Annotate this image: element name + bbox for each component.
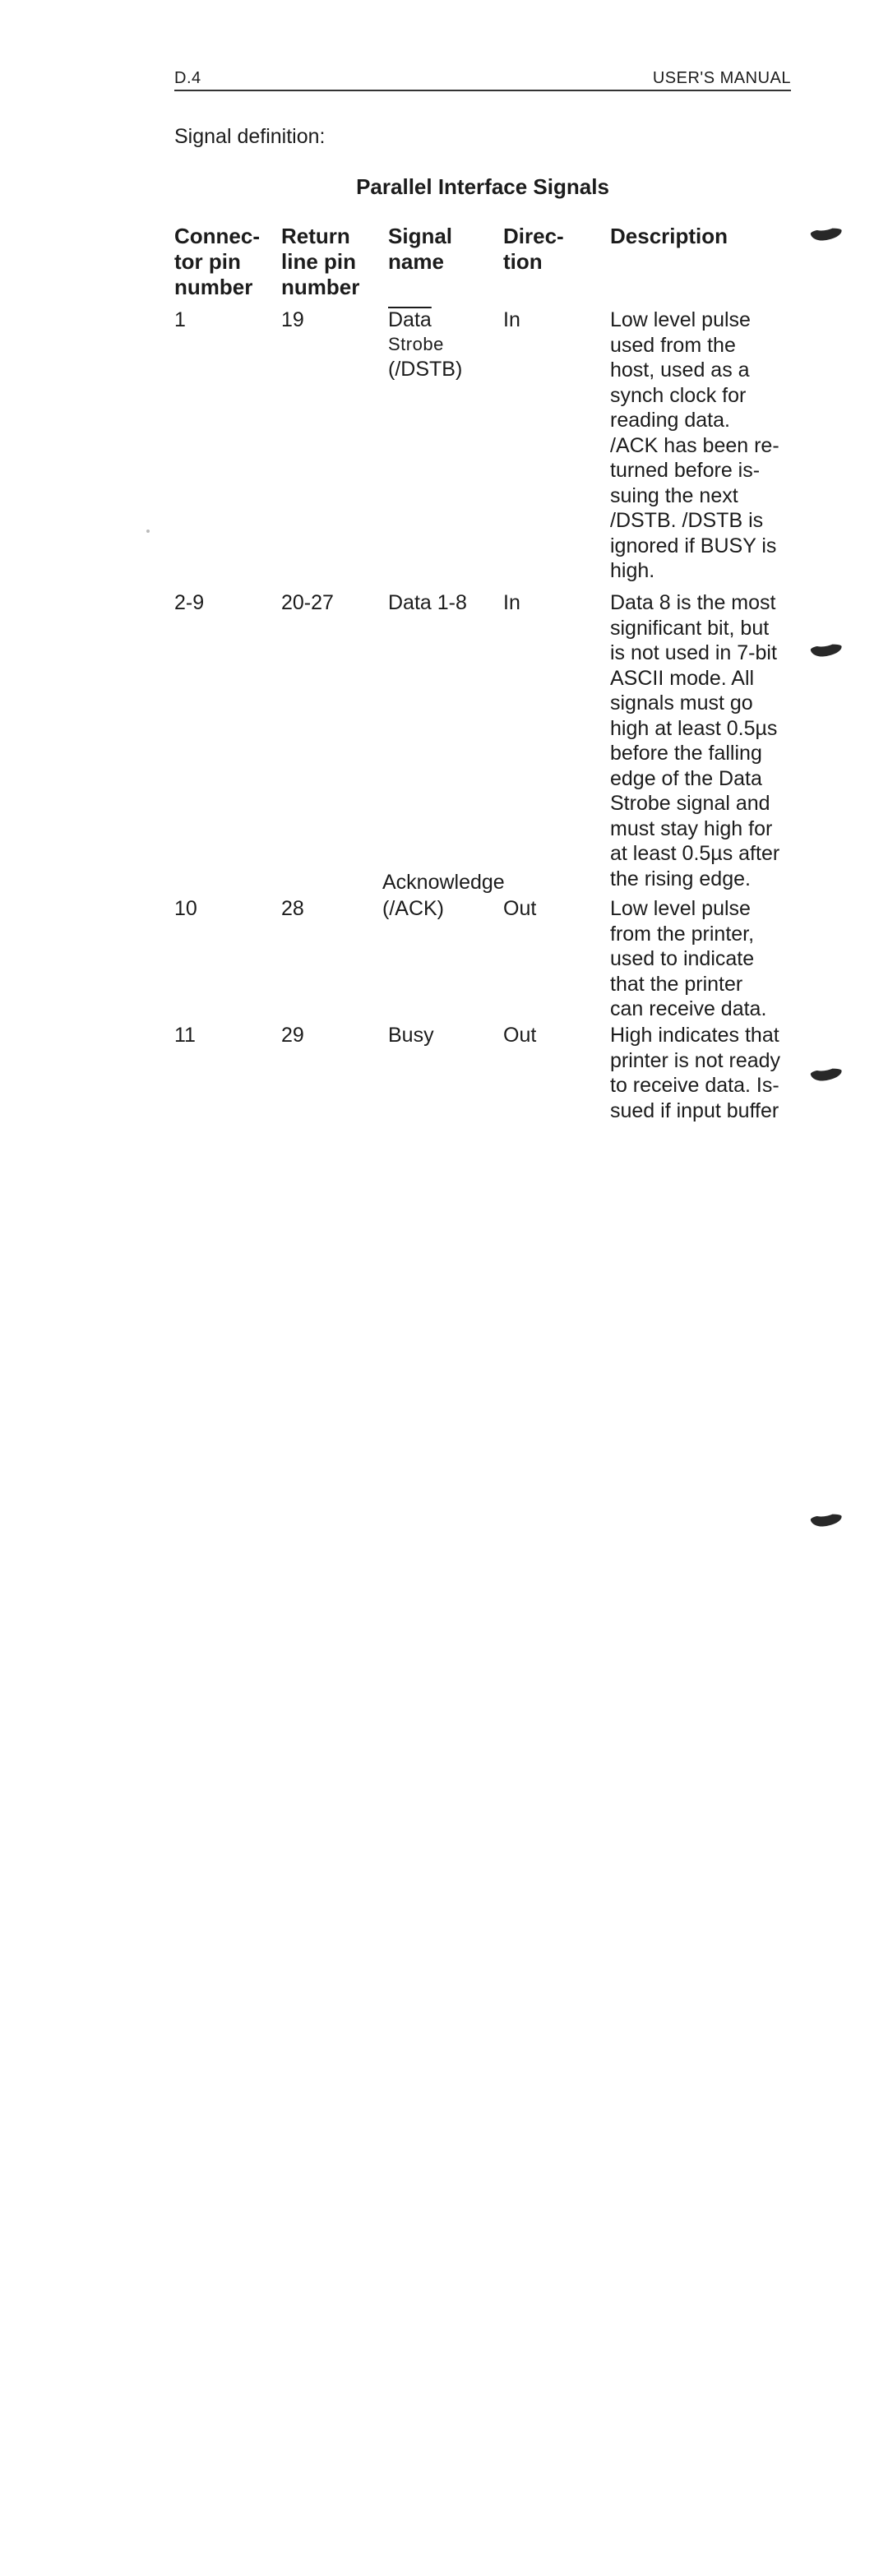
description-line: host, used as a bbox=[610, 358, 750, 382]
header-line: tion bbox=[503, 249, 543, 274]
row-3-connector: 10 bbox=[174, 897, 197, 920]
row-1-connector: 1 bbox=[174, 308, 186, 331]
column-header-signal bbox=[388, 224, 452, 275]
description-line: used from the bbox=[610, 333, 736, 357]
row-2-return: 20-27 bbox=[281, 591, 334, 614]
row-3-signal bbox=[382, 896, 444, 922]
row-2-description bbox=[610, 590, 791, 891]
row-2-direction: In bbox=[503, 591, 520, 614]
description-line: high. bbox=[610, 559, 655, 582]
page-number: D.4 bbox=[174, 69, 201, 87]
description-line: at least 0.5µs after bbox=[610, 842, 780, 865]
description-line: ignored if BUSY is bbox=[610, 534, 777, 557]
row-3-signal-top bbox=[382, 870, 505, 895]
description-line: is not used in 7-bit bbox=[610, 641, 777, 664]
row-4-connector: 11 bbox=[174, 1024, 196, 1047]
description-line: Low level pulse bbox=[610, 897, 751, 920]
description-line: /DSTB. /DSTB is bbox=[610, 509, 764, 532]
header-line: line pin bbox=[281, 249, 356, 274]
header-line: Direc- bbox=[503, 224, 564, 248]
signal-line: Acknowledge bbox=[382, 871, 505, 894]
scan-smudge-mark bbox=[810, 227, 842, 242]
header-line: tor pin bbox=[174, 249, 241, 274]
intro-text: Signal definition: bbox=[174, 125, 326, 148]
description-line: synch clock for bbox=[610, 383, 747, 407]
row-3-description bbox=[610, 896, 791, 1022]
signal-line: Data bbox=[388, 308, 432, 331]
table-title: Parallel Interface Signals bbox=[356, 174, 609, 199]
column-header-return bbox=[281, 224, 359, 300]
description-line: sued if input buffer bbox=[610, 1098, 779, 1122]
column-header-description bbox=[610, 224, 791, 249]
column-header-connector bbox=[174, 224, 260, 300]
row-1-description bbox=[610, 308, 791, 584]
description-line: from the printer, bbox=[610, 922, 755, 946]
description-line: reading data. bbox=[610, 409, 730, 432]
description-line: signals must go bbox=[610, 691, 753, 715]
description-line: /ACK has been re- bbox=[610, 433, 779, 457]
scan-smudge-mark bbox=[810, 1067, 842, 1082]
manual-title: USER'S MANUAL bbox=[652, 69, 791, 87]
row-4-direction: Out bbox=[503, 1024, 537, 1047]
description-line: Low level pulse bbox=[610, 308, 751, 331]
header-rule bbox=[174, 90, 791, 91]
row-4-description bbox=[610, 1023, 791, 1123]
description-line: before the falling bbox=[610, 742, 762, 765]
page-header bbox=[174, 69, 791, 92]
description-line: that the printer bbox=[610, 972, 743, 996]
description-line: edge of the Data bbox=[610, 766, 762, 790]
scan-smudge-mark bbox=[810, 643, 842, 658]
description-line: ASCII mode. All bbox=[610, 666, 755, 690]
description-line: Strobe signal and bbox=[610, 792, 770, 815]
row-4-signal bbox=[388, 1023, 434, 1048]
row-4-return: 29 bbox=[281, 1024, 304, 1047]
signal-line: (/ACK) bbox=[382, 897, 444, 920]
header-line: Connec- bbox=[174, 224, 260, 248]
description-line: to receive data. Is- bbox=[610, 1074, 779, 1097]
row-1-direction: In bbox=[503, 308, 520, 331]
description-line: high at least 0.5µs bbox=[610, 716, 778, 740]
header-line: number bbox=[281, 275, 360, 299]
description-line: turned before is- bbox=[610, 459, 761, 482]
row-3-return: 28 bbox=[281, 897, 304, 920]
row-1-signal bbox=[388, 308, 462, 382]
signal-line: Data 1-8 bbox=[388, 591, 467, 614]
row-2-connector: 2-9 bbox=[174, 591, 205, 614]
header-line: Signal bbox=[388, 224, 453, 248]
header-line: name bbox=[388, 249, 444, 274]
description-line: significant bit, but bbox=[610, 616, 770, 640]
scan-speck-mark bbox=[146, 530, 150, 533]
row-2-signal bbox=[388, 590, 467, 616]
signal-line: Busy bbox=[388, 1024, 434, 1047]
header-line: Description bbox=[610, 224, 728, 248]
description-line: High indicates that bbox=[610, 1024, 779, 1047]
signal-line: Strobe bbox=[388, 334, 444, 354]
row-1-return: 19 bbox=[281, 308, 304, 331]
description-line: can receive data. bbox=[610, 997, 767, 1020]
scan-smudge-mark bbox=[810, 1513, 842, 1528]
header-line: number bbox=[174, 275, 253, 299]
description-line: suing the next bbox=[610, 483, 738, 507]
description-line: the rising edge. bbox=[610, 867, 751, 890]
description-line: used to indicate bbox=[610, 947, 755, 970]
header-line: Return bbox=[281, 224, 350, 248]
description-line: printer is not ready bbox=[610, 1048, 781, 1072]
column-header-direction bbox=[503, 224, 564, 275]
signal-line: (/DSTB) bbox=[388, 358, 463, 381]
description-line: must stay high for bbox=[610, 816, 773, 840]
description-line: Data 8 is the most bbox=[610, 591, 776, 614]
row-3-direction: Out bbox=[503, 897, 537, 920]
